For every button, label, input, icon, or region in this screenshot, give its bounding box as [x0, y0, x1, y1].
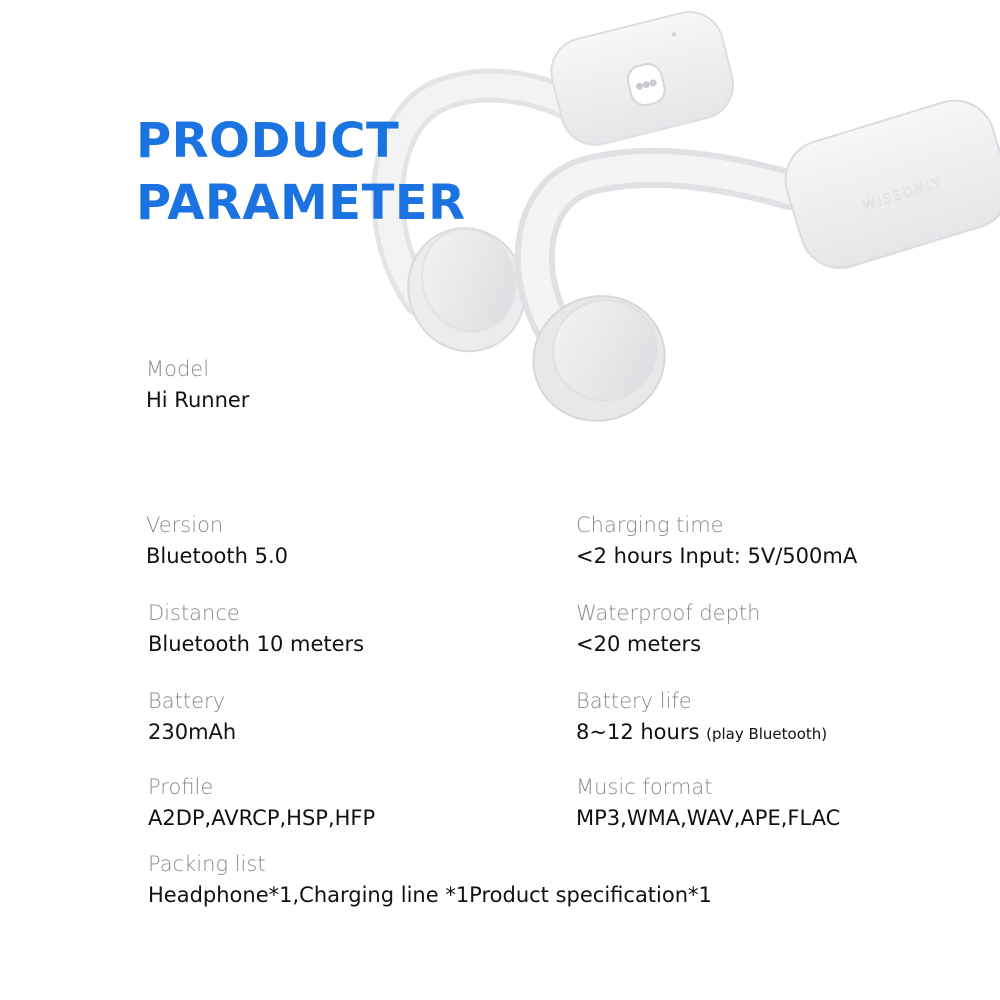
spec-profile	[148, 772, 375, 834]
spec-music-format-value: MP3,WMA,WAV,APE,FLAC	[576, 806, 841, 830]
spec-battery-life	[576, 686, 827, 750]
spec-music-format	[576, 772, 840, 834]
spec-charging-time	[576, 510, 857, 572]
spec-charging-time-value: <2 hours Input: 5V/500mA	[576, 544, 858, 568]
page-title	[136, 110, 466, 234]
spec-distance-label: Distance	[148, 601, 240, 625]
spec-packing-list-value: Headphone*1,Charging line *1Product specification*1	[148, 883, 712, 907]
spec-battery-life-note: (play Bluetooth)	[706, 725, 828, 743]
spec-version-label: Version	[146, 513, 224, 537]
spec-version	[146, 510, 288, 572]
spec-battery-life-value: 8~12 hours	[576, 720, 700, 744]
spec-distance	[148, 598, 364, 660]
spec-music-format-label: Music format	[576, 775, 713, 799]
spec-model-value: Hi Runner	[146, 388, 250, 412]
brand-logo-text: WISSONLY	[861, 175, 945, 214]
spec-model	[146, 354, 249, 416]
page-title-line-2: PARAMETER	[136, 175, 466, 231]
spec-packing-list-label: Packing list	[148, 852, 266, 876]
spec-battery-life-value-line	[576, 716, 827, 750]
spec-battery-life-label: Battery life	[576, 689, 692, 713]
spec-packing-list	[148, 849, 712, 911]
spec-profile-label: Profile	[148, 775, 214, 799]
spec-model-label: Model	[146, 357, 210, 381]
spec-battery	[148, 686, 236, 748]
spec-profile-value: A2DP,AVRCP,HSP,HFP	[148, 806, 376, 830]
spec-version-value: Bluetooth 5.0	[146, 544, 289, 568]
spec-battery-label: Battery	[148, 689, 226, 713]
spec-battery-value: 230mAh	[148, 720, 237, 744]
spec-waterproof-depth	[576, 598, 760, 660]
spec-waterproof-depth-value: <20 meters	[576, 632, 702, 656]
spec-charging-time-label: Charging time	[576, 513, 724, 537]
spec-distance-value: Bluetooth 10 meters	[148, 632, 365, 656]
spec-waterproof-depth-label: Waterproof depth	[576, 601, 761, 625]
page-title-line-1: PRODUCT	[136, 113, 400, 169]
